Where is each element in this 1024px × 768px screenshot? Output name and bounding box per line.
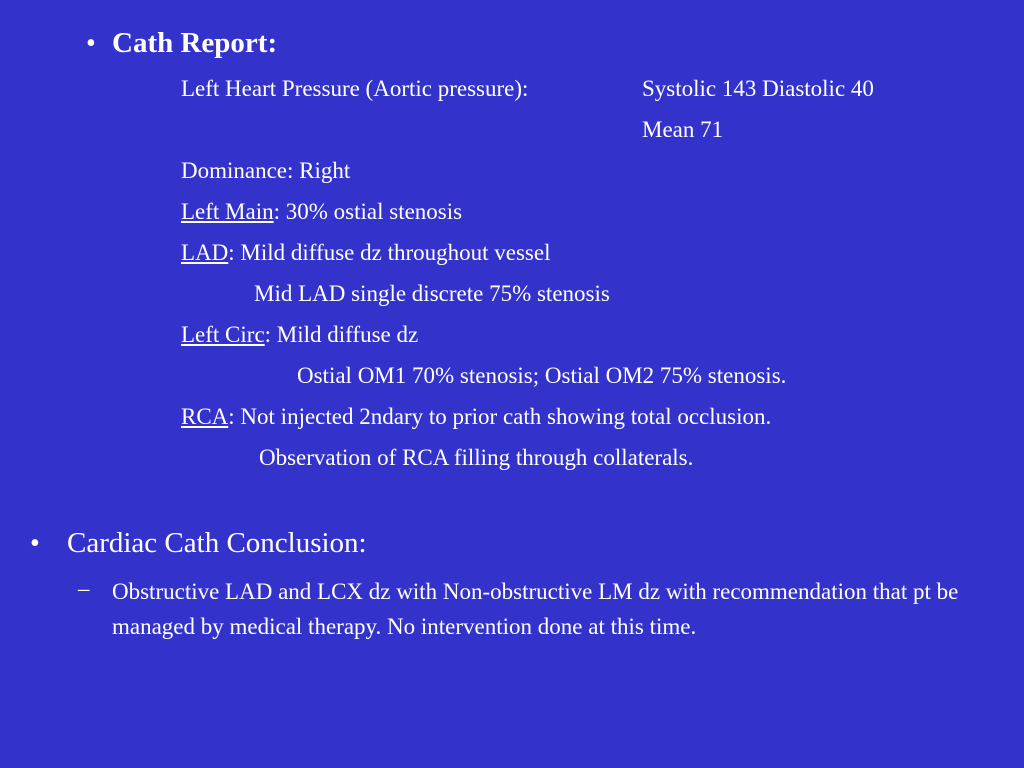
pressure-label: Left Heart Pressure (Aortic pressure):: [181, 76, 529, 101]
rca-text: : Not injected 2ndary to prior cath showing total occlusion.: [228, 404, 772, 429]
left-circ-label: Left Circ: [181, 322, 265, 347]
lad-line: [181, 239, 550, 267]
bullet-conclusion: •: [30, 528, 40, 559]
pressure-mean: Mean 71: [642, 117, 724, 142]
left-circ-text: : Mild diffuse dz: [264, 322, 419, 347]
conclusion-dash: –: [78, 576, 90, 601]
left-main-line: [181, 198, 462, 226]
rca-line: [181, 403, 771, 431]
conclusion-text: Obstructive LAD and LCX dz with Non-obstructive LM dz with recommendation that pt be managed by medical therapy. No intervention done at this time.: [112, 579, 959, 639]
dominance-line: Dominance: Right: [181, 158, 351, 183]
pressure-values: Systolic 143 Diastolic 40: [642, 76, 874, 101]
left-circ-line: [181, 321, 418, 349]
left-main-text: : 30% ostial stenosis: [273, 199, 463, 224]
cath-report-heading: Cath Report:: [112, 27, 278, 59]
bullet-cath-report: •: [86, 28, 96, 59]
lad-text: : Mild diffuse dz throughout vessel: [228, 240, 551, 265]
conclusion-heading: Cardiac Cath Conclusion:: [67, 527, 367, 559]
left-main-label: Left Main: [181, 199, 274, 224]
left-circ-detail: Ostial OM1 70% stenosis; Ostial OM2 75% stenosis.: [297, 363, 787, 388]
rca-detail: Observation of RCA filling through collaterals.: [259, 445, 694, 470]
rca-label: RCA: [181, 404, 229, 429]
lad-detail: Mid LAD single discrete 75% stenosis: [254, 281, 610, 306]
lad-label: LAD: [181, 240, 229, 265]
